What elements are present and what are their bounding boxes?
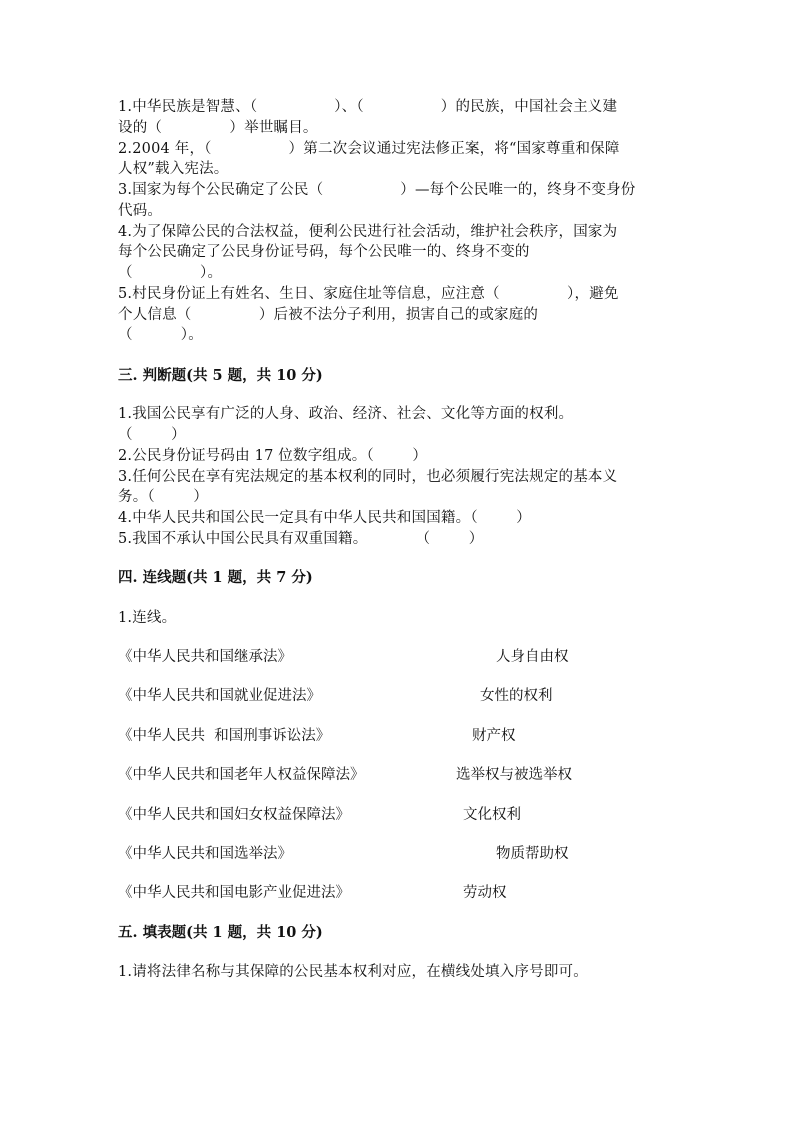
judge-line: 2.公民身份证号码由 17 位数字组成。（ ） bbox=[118, 448, 428, 464]
right-item: 财产权 bbox=[472, 728, 516, 744]
fill-line: 4.为了保障公民的合法权益，便利公民进行社会活动，维护社会秩序，国家为 bbox=[118, 224, 618, 240]
law-item: 《中华人民共 和国刑事诉讼法》 bbox=[118, 728, 331, 744]
law-item: 《中华人民共和国就业促进法》 bbox=[118, 688, 321, 704]
fill-line: 2.2004 年，（ ）第二次会议通过宪法修正案，将“国家尊重和保障 bbox=[118, 141, 620, 157]
fill-line: 个人信息（ ）后被不法分子利用，损害自己的或家庭的 bbox=[118, 307, 539, 323]
section-heading: 五. 填表题(共 1 题，共 10 分) bbox=[118, 924, 323, 941]
judge-line: 3.任何公民在享有宪法规定的基本权利的同时，也必须履行宪法规定的基本义 bbox=[118, 469, 618, 485]
law-item: 《中华人民共和国选举法》 bbox=[118, 846, 292, 862]
question-text: 1.请将法律名称与其保障的公民基本权利对应，在横线处填入序号即可。 bbox=[118, 964, 588, 980]
fill-line: 代码。 bbox=[118, 203, 163, 219]
judge-line: 1.我国公民享有广泛的人身、政治、经济、社会、文化等方面的权利。 bbox=[118, 406, 574, 422]
right-item: 文化权利 bbox=[463, 807, 521, 823]
section-heading: 三. 判断题(共 5 题，共 10 分) bbox=[118, 367, 323, 384]
right-item: 女性的权利 bbox=[480, 688, 553, 704]
fill-line: （ ）。 bbox=[118, 265, 223, 281]
law-item: 《中华人民共和国老年人权益保障法》 bbox=[118, 767, 365, 783]
right-item: 人身自由权 bbox=[496, 649, 569, 665]
judge-line: （ ） bbox=[118, 427, 186, 443]
law-item: 《中华人民共和国继承法》 bbox=[118, 649, 292, 665]
right-item: 选举权与被选举权 bbox=[456, 767, 572, 783]
fill-line: 每个公民确定了公民身份证号码，每个公民唯一的、终身不变的 bbox=[118, 244, 530, 260]
right-item: 物质帮助权 bbox=[496, 846, 569, 862]
fill-line: 3.国家为每个公民确定了公民（ ）—每个公民唯一的，终身不变身份 bbox=[118, 182, 636, 198]
judge-line: 4.中华人民共和国公民一定具有中华人民共和国国籍。（ ） bbox=[118, 510, 531, 526]
law-item: 《中华人民共和国电影产业促进法》 bbox=[118, 885, 350, 901]
question-text: 1.连线。 bbox=[118, 610, 177, 626]
fill-line: （ ）。 bbox=[118, 327, 203, 343]
section-heading: 四. 连线题(共 1 题，共 7 分) bbox=[118, 569, 313, 586]
right-item: 劳动权 bbox=[463, 885, 507, 901]
fill-line: 人权”载入宪法。 bbox=[118, 161, 229, 177]
fill-line: 1.中华民族是智慧、（ ）、（ ）的民族，中国社会主义建 bbox=[118, 99, 618, 115]
judge-line: 5.我国不承认中国公民具有双重国籍。 （ ） bbox=[118, 531, 484, 547]
fill-line: 5.村民身份证上有姓名、生日、家庭住址等信息，应注意（ ），避免 bbox=[118, 286, 619, 302]
fill-line: 设的（ ）举世瞩目。 bbox=[118, 120, 318, 136]
judge-line: 务。（ ） bbox=[118, 489, 209, 505]
law-item: 《中华人民共和国妇女权益保障法》 bbox=[118, 807, 350, 823]
